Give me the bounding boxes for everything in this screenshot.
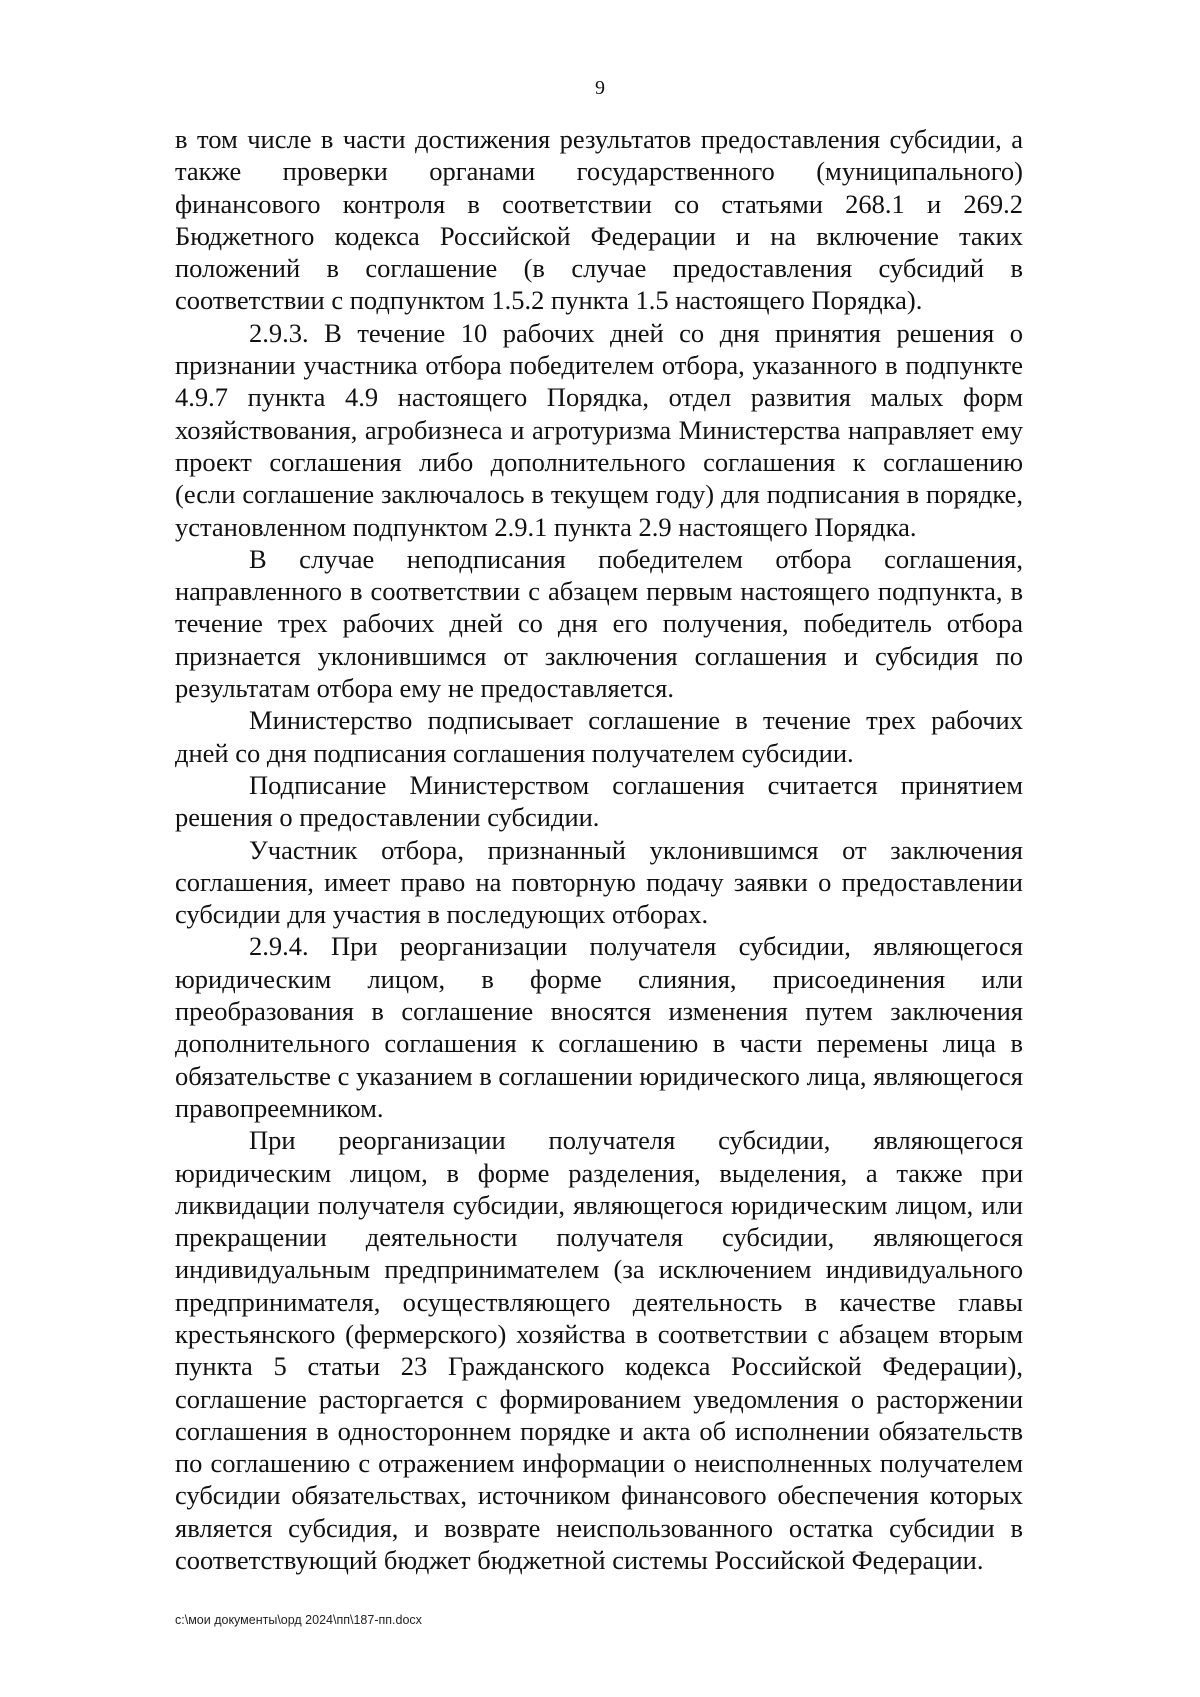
- document-body: [175, 123, 1023, 1576]
- paragraph-repeat-application: Участник отбора, признанный уклонившимся от заключения соглашения, имеет право на повторную подачу заявки о предоставлении субсидии для участия в последующих отборах.: [175, 834, 1023, 930]
- paragraph-continuation: в том числе в части достижения результатов предоставления субсидии, а также проверки органами государственного (муниципального) финансового контроля в соответствии со статьями 268.1 и 269.2 Бюджетного кодекса Российской Федерации и на включение таких положений в соглашение (в случае предоставления субсидий в соответствии с подпунктом 1.5.2 пункта 1.5 настоящего Порядка).: [175, 124, 1023, 316]
- page-number: 9: [595, 77, 605, 99]
- footer-file-path: c:\мои документы\орд 2024\пп\187-пп.docx: [175, 1613, 422, 1627]
- paragraph-signing-decision: Подписание Министерством соглашения считается принятием решения о предоставлении субсидии.: [175, 769, 1023, 833]
- paragraph-ministry-signs: Министерство подписывает соглашение в течение трех рабочих дней со дня подписания соглашения получателем субсидии.: [175, 705, 1023, 768]
- paragraph-2-9-3: 2.9.3. В течение 10 рабочих дней со дня принятия решения о признании участника отбора победителем отбора, указанного в подпункте 4.9.7 пункта 4.9 настоящего Порядка, отдел развития малых форм хозяйствования, агробизнеса и агротуризма Министерства направляет ему проект соглашения либо дополнительного соглашения к соглашению (если соглашение заключалось в текущем году) для подписания в порядке, установленном подпунктом 2.9.1 пункта 2.9 настоящего Порядка.: [175, 317, 1023, 542]
- paragraph-2-9-4: 2.9.4. При реорганизации получателя субсидии, являющегося юридическим лицом, в форме слияния, присоединения или преобразования в соглашение вносятся изменения путем заключения дополнительного соглашения к соглашению в части перемены лица в обязательстве с указанием в соглашении юридического лица, являющегося правопреемником.: [175, 931, 1023, 1123]
- paragraph-reorganization: При реорганизации получателя субсидии, являющегося юридическим лицом, в форме разделения, выделения, а также при ликвидации получателя субсидии, являющегося юридическим лицом, или прекращении деятельности получателя субсидии, являющегося индивидуальным предпринимателем (за исключением индивидуального предпринимателя, осуществляющего деятельность в качестве главы крестьянского (фермерского) хозяйства в соответствии с абзацем вторым пункта 5 статьи 23 Гражданского кодекса Российской Федерации), соглашение расторгается с формированием уведомления о расторжении соглашения в одностороннем порядке и акта об исполнении обязательств по соглашению с отражением информации о неисполненных получателем субсидии обязательствах, источником финансового обеспечения которых является субсидия, и возврате неиспользованного остатка субсидии в соответствующий бюджет бюджетной системы Российской Федерации.: [175, 1125, 1023, 1576]
- paragraph-non-signing: В случае неподписания победителем отбора соглашения, направленного в соответствии с абзацем первым настоящего подпункта, в течение трех рабочих дней со дня его получения, победитель отбора признается уклонившимся от заключения соглашения и субсидия по результатам отбора ему не предоставляется.: [175, 543, 1023, 704]
